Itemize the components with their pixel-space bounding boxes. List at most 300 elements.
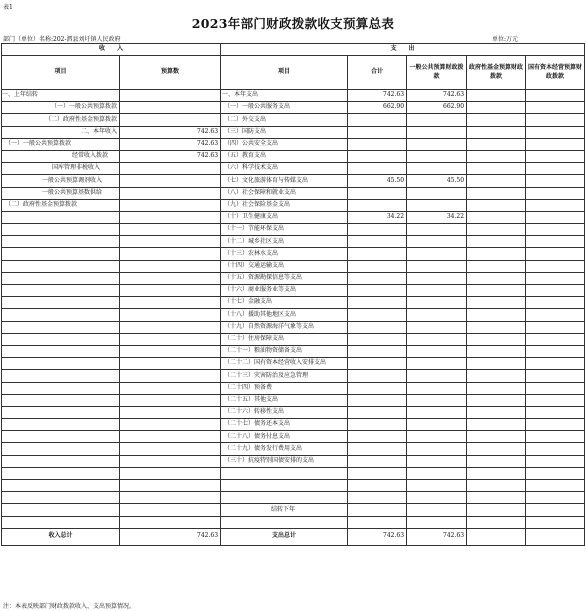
table-row: [2, 504, 585, 516]
gov-fund-cell: [467, 211, 526, 223]
gov-fund-cell: [467, 199, 526, 211]
general-budget-cell: [407, 321, 467, 333]
expense-total-cell: [348, 272, 407, 284]
income-item-cell: [2, 467, 120, 479]
table-row: [2, 467, 585, 479]
state-capital-cell: [526, 224, 585, 236]
expense-item-cell: （十六）商业服务业等支出: [221, 285, 348, 297]
income-item-cell: 国库管理非税收入: [2, 163, 120, 175]
table-row: [2, 297, 585, 309]
expense-total-cell: [348, 480, 407, 492]
income-item-cell: [2, 419, 120, 431]
general-budget-cell: [407, 406, 467, 418]
expense-item-cell: （二十）住房保障支出: [221, 333, 348, 345]
expense-total-cell: 45.50: [348, 175, 407, 187]
table-row: [2, 309, 585, 321]
state-capital-cell: [526, 211, 585, 223]
expense-total-cell: [348, 455, 407, 467]
general-budget-total: 742.63: [407, 528, 467, 545]
gov-fund-cell: [467, 382, 526, 394]
gov-fund-cell: [467, 260, 526, 272]
gov-fund-cell: [467, 443, 526, 455]
state-capital-cell: [526, 163, 585, 175]
state-capital-cell: [526, 467, 585, 479]
income-item-cell: [2, 345, 120, 357]
expense-item-cell: （二十九）债务发行费用支出: [221, 443, 348, 455]
expense-item-cell: [221, 480, 348, 492]
income-budget-cell: [120, 443, 221, 455]
table-row: [2, 492, 585, 504]
income-item-cell: [2, 224, 120, 236]
expense-total-cell: [348, 492, 407, 504]
income-budget-cell: [120, 455, 221, 467]
expense-item-cell: （二十六）转移性支出: [221, 406, 348, 418]
general-budget-cell: [407, 358, 467, 370]
state-capital-cell: [526, 138, 585, 150]
income-budget-cell: [120, 199, 221, 211]
income-budget-cell: [120, 431, 221, 443]
state-capital-cell: [526, 406, 585, 418]
general-budget-cell: [407, 224, 467, 236]
gov-fund-cell: [467, 297, 526, 309]
gov-fund-cell: [467, 126, 526, 138]
gov-fund-cell: [467, 138, 526, 150]
expense-item-cell: （十）卫生健康支出: [221, 211, 348, 223]
general-budget-cell: [407, 419, 467, 431]
income-budget-cell: [120, 260, 221, 272]
gov-fund-cell: [467, 358, 526, 370]
income-item-cell: 经常收入拨款: [2, 150, 120, 162]
income-item-cell: 一般公共预算调剂收入: [2, 175, 120, 187]
gov-fund-cell: [467, 150, 526, 162]
table-row: [2, 114, 585, 126]
expense-item-cell: （二十八）债务付息支出: [221, 431, 348, 443]
expense-total-cell: [348, 187, 407, 199]
expense-total-cell: [348, 358, 407, 370]
expense-total-cell: [348, 394, 407, 406]
income-item-cell: [2, 370, 120, 382]
expense-total-cell: [348, 199, 407, 211]
gov-fund-cell: [467, 236, 526, 248]
expense-item-cell: （十一）节能环保支出: [221, 224, 348, 236]
state-capital-total: [526, 528, 585, 545]
table-row: [2, 272, 585, 284]
table-row: [2, 175, 585, 187]
table-row: [2, 260, 585, 272]
expense-item-cell: （三）国防支出: [221, 126, 348, 138]
state-capital-cell: [526, 492, 585, 504]
income-item-cell: [2, 321, 120, 333]
general-budget-cell: 662.90: [407, 102, 467, 114]
general-budget-cell: [407, 138, 467, 150]
table-row: [2, 358, 585, 370]
state-capital-cell: [526, 480, 585, 492]
table-row: [2, 126, 585, 138]
income-budget-cell: [120, 382, 221, 394]
general-budget-cell: [407, 297, 467, 309]
state-capital-cell: [526, 370, 585, 382]
income-budget-cell: [120, 467, 221, 479]
income-item-cell: [2, 394, 120, 406]
income-item-cell: [2, 285, 120, 297]
gov-fund-cell: [467, 175, 526, 187]
expense-item-cell: （九）社会保险基金支出: [221, 199, 348, 211]
income-item-cell: [2, 236, 120, 248]
state-capital-cell: [526, 272, 585, 284]
expense-total-cell: [348, 297, 407, 309]
state-capital-cell: [526, 187, 585, 199]
income-item-cell: [2, 516, 120, 528]
general-budget-cell: [407, 431, 467, 443]
income-budget-cell: [120, 175, 221, 187]
general-budget-cell: 34.22: [407, 211, 467, 223]
col-header-state-capital: 国有资本经营预算财政拨款: [526, 56, 585, 90]
expense-total-cell: [348, 260, 407, 272]
table-row: [2, 382, 585, 394]
gov-fund-cell: [467, 455, 526, 467]
state-capital-cell: [526, 114, 585, 126]
expense-item-cell: （十七）金融支出: [221, 297, 348, 309]
gov-fund-cell: [467, 516, 526, 528]
income-budget-cell: [120, 236, 221, 248]
income-item-cell: [2, 455, 120, 467]
table-row: [2, 199, 585, 211]
col-header-income-item: 项目: [2, 56, 120, 90]
expense-total-cell: [348, 285, 407, 297]
expense-item-cell: （二十五）其他支出: [221, 394, 348, 406]
expense-item-cell: [221, 492, 348, 504]
gov-fund-cell: [467, 90, 526, 102]
expense-total-cell: 742.63: [348, 90, 407, 102]
gov-fund-cell: [467, 285, 526, 297]
income-item-cell: （一）一般公共预算拨款: [2, 102, 120, 114]
general-budget-cell: [407, 150, 467, 162]
table-row: [2, 443, 585, 455]
gov-fund-cell: [467, 419, 526, 431]
expense-total-cell: [348, 406, 407, 418]
state-capital-cell: [526, 297, 585, 309]
expense-total-cell: [348, 504, 407, 516]
income-item-cell: [2, 260, 120, 272]
income-budget-cell: [120, 406, 221, 418]
income-item-cell: [2, 406, 120, 418]
general-budget-cell: [407, 443, 467, 455]
gov-fund-cell: [467, 333, 526, 345]
expense-item-cell: [221, 467, 348, 479]
income-budget-cell: [120, 90, 221, 102]
income-budget-cell: [120, 248, 221, 260]
income-section-header: 收 入: [2, 44, 221, 56]
table-row: [2, 211, 585, 223]
table-row: [2, 406, 585, 418]
expense-item-cell: （十三）农林水支出: [221, 248, 348, 260]
income-item-cell: [2, 480, 120, 492]
gov-fund-cell: [467, 480, 526, 492]
income-item-cell: [2, 309, 120, 321]
general-budget-cell: [407, 248, 467, 260]
general-budget-cell: [407, 163, 467, 175]
expense-item-cell: （十四）交通运输支出: [221, 260, 348, 272]
income-item-cell: （一）一般公共预算拨款: [2, 138, 120, 150]
expense-item-cell: （十五）资源勘探信息等支出: [221, 272, 348, 284]
general-budget-cell: [407, 370, 467, 382]
gov-fund-cell: [467, 504, 526, 516]
table-row: [2, 516, 585, 528]
state-capital-cell: [526, 321, 585, 333]
gov-fund-cell: [467, 321, 526, 333]
state-capital-cell: [526, 358, 585, 370]
expense-item-cell: （二十三）灾害防治及应急管理: [221, 370, 348, 382]
footnote: 注：本表反映部门财政拨款收入、支出预算情况。: [3, 603, 136, 610]
general-budget-cell: [407, 382, 467, 394]
expense-total-cell: [348, 370, 407, 382]
expense-total-cell: [348, 467, 407, 479]
state-capital-cell: [526, 90, 585, 102]
table-row: [2, 419, 585, 431]
gov-fund-cell: [467, 492, 526, 504]
expense-total-cell: 662.90: [348, 102, 407, 114]
table-row: [2, 236, 585, 248]
totals-row: [2, 528, 585, 545]
expense-section-header: 支 出: [221, 44, 585, 56]
general-budget-cell: [407, 455, 467, 467]
state-capital-cell: [526, 102, 585, 114]
income-budget-cell: [120, 211, 221, 223]
table-number: 表1: [3, 4, 13, 11]
table-row: [2, 163, 585, 175]
col-header-total: 合计: [348, 56, 407, 90]
table-row: [2, 248, 585, 260]
income-budget-cell: [120, 480, 221, 492]
table-row: [2, 102, 585, 114]
income-budget-cell: [120, 321, 221, 333]
income-item-cell: 一般公共预算基数供给: [2, 187, 120, 199]
income-budget-cell: [120, 163, 221, 175]
income-budget-cell: [120, 297, 221, 309]
general-budget-cell: [407, 236, 467, 248]
general-budget-cell: [407, 492, 467, 504]
table-row: [2, 224, 585, 236]
gov-fund-cell: [467, 406, 526, 418]
income-item-cell: 二、本年收入: [2, 126, 120, 138]
income-item-cell: [2, 358, 120, 370]
income-item-cell: [2, 431, 120, 443]
general-budget-cell: [407, 467, 467, 479]
general-budget-cell: [407, 272, 467, 284]
income-item-cell: [2, 382, 120, 394]
expense-item-cell: （二十二）国有资本经营收入安排支出: [221, 358, 348, 370]
table-row: [2, 455, 585, 467]
expense-total-cell: [348, 138, 407, 150]
unit-label: 单位:万元: [492, 36, 519, 43]
income-budget-cell: [120, 358, 221, 370]
table-row: [2, 187, 585, 199]
expense-total-cell: [348, 248, 407, 260]
table-row: [2, 480, 585, 492]
gov-fund-cell: [467, 114, 526, 126]
income-item-cell: [2, 211, 120, 223]
expense-total-cell: [348, 321, 407, 333]
income-budget-cell: [120, 394, 221, 406]
expense-item-cell: （三十）抗疫特别国债安排的支出: [221, 455, 348, 467]
table-row: [2, 150, 585, 162]
income-item-cell: [2, 443, 120, 455]
gov-fund-total: [467, 528, 526, 545]
income-budget-cell: [120, 187, 221, 199]
expense-total-cell: [348, 163, 407, 175]
state-capital-cell: [526, 443, 585, 455]
income-budget-cell: [120, 516, 221, 528]
general-budget-cell: [407, 480, 467, 492]
income-item-cell: [2, 248, 120, 260]
income-item-cell: [2, 272, 120, 284]
table-row: [2, 345, 585, 357]
income-total-label: 收入总计: [2, 528, 120, 545]
state-capital-cell: [526, 175, 585, 187]
expense-total-cell: [348, 431, 407, 443]
general-budget-cell: [407, 345, 467, 357]
expense-item-cell: （一）一般公共服务支出: [221, 102, 348, 114]
expense-total-cell: [348, 419, 407, 431]
income-budget-cell: 742.63: [120, 150, 221, 162]
income-item-cell: [2, 297, 120, 309]
expense-total-label: 支出总计: [221, 528, 348, 545]
table-row: [2, 285, 585, 297]
table-row: [2, 370, 585, 382]
state-capital-cell: [526, 455, 585, 467]
income-item-cell: [2, 504, 120, 516]
general-budget-cell: 45.50: [407, 175, 467, 187]
state-capital-cell: [526, 516, 585, 528]
state-capital-cell: [526, 260, 585, 272]
general-budget-cell: [407, 199, 467, 211]
expense-total-cell: [348, 126, 407, 138]
expense-total-cell: [348, 443, 407, 455]
state-capital-cell: [526, 382, 585, 394]
col-header-gov-fund: 政府性基金预算财政拨款: [467, 56, 526, 90]
general-budget-cell: [407, 285, 467, 297]
expense-total-cell: 34.22: [348, 211, 407, 223]
expense-item-cell: （二十七）债务还本支出: [221, 419, 348, 431]
income-item-cell: 一、上年结转: [2, 90, 120, 102]
gov-fund-cell: [467, 467, 526, 479]
income-budget-cell: [120, 492, 221, 504]
income-budget-cell: [120, 272, 221, 284]
gov-fund-cell: [467, 431, 526, 443]
expense-item-cell: （四）公共安全支出: [221, 138, 348, 150]
col-header-general-budget: 一般公共预算财政拨款: [407, 56, 467, 90]
expense-item-cell: （二十一）粮油物资储备支出: [221, 345, 348, 357]
general-budget-cell: 742.63: [407, 90, 467, 102]
state-capital-cell: [526, 333, 585, 345]
income-item-cell: （二）政府性基金预算拨款: [2, 199, 120, 211]
state-capital-cell: [526, 431, 585, 443]
income-item-cell: （二）政府性基金预算拨款: [2, 114, 120, 126]
expense-total-cell: [348, 345, 407, 357]
state-capital-cell: [526, 394, 585, 406]
gov-fund-cell: [467, 163, 526, 175]
budget-summary-table: [1, 43, 585, 546]
general-budget-cell: [407, 114, 467, 126]
income-budget-cell: [120, 102, 221, 114]
state-capital-cell: [526, 309, 585, 321]
gov-fund-cell: [467, 345, 526, 357]
table-row: [2, 431, 585, 443]
general-budget-cell: [407, 504, 467, 516]
expense-total-cell: [348, 309, 407, 321]
gov-fund-cell: [467, 224, 526, 236]
expense-total-cell: [348, 224, 407, 236]
income-budget-cell: [120, 504, 221, 516]
income-budget-cell: [120, 114, 221, 126]
gov-fund-cell: [467, 248, 526, 260]
general-budget-cell: [407, 333, 467, 345]
general-budget-cell: [407, 394, 467, 406]
expense-item-cell: （八）社会保障和就业支出: [221, 187, 348, 199]
state-capital-cell: [526, 248, 585, 260]
income-budget-cell: [120, 345, 221, 357]
expense-total-cell: [348, 333, 407, 345]
table-row: [2, 90, 585, 102]
general-budget-cell: [407, 260, 467, 272]
expense-item-cell: （十二）城乡社区支出: [221, 236, 348, 248]
gov-fund-cell: [467, 309, 526, 321]
expense-item-cell: （二）外交支出: [221, 114, 348, 126]
income-budget-cell: [120, 419, 221, 431]
expense-total-cell: [348, 516, 407, 528]
gov-fund-cell: [467, 272, 526, 284]
expense-item-cell: 结转下年: [221, 504, 348, 516]
gov-fund-cell: [467, 187, 526, 199]
page-title: 2023年部门财政拨款收支预算总表: [191, 16, 395, 31]
state-capital-cell: [526, 236, 585, 248]
expense-item-cell: （二十四）预备费: [221, 382, 348, 394]
expense-total-cell: [348, 236, 407, 248]
state-capital-cell: [526, 150, 585, 162]
general-budget-cell: [407, 187, 467, 199]
state-capital-cell: [526, 126, 585, 138]
department-label: 部门（单位）名称:202-泗县刘圩镇人民政府: [3, 36, 121, 43]
expense-total-value: 742.63: [348, 528, 407, 545]
table-row: [2, 333, 585, 345]
general-budget-cell: [407, 516, 467, 528]
table-row: [2, 321, 585, 333]
income-budget-cell: [120, 370, 221, 382]
income-item-cell: [2, 333, 120, 345]
col-header-income-budget: 预算数: [120, 56, 221, 90]
state-capital-cell: [526, 419, 585, 431]
gov-fund-cell: [467, 102, 526, 114]
income-budget-cell: 742.63: [120, 138, 221, 150]
expense-item-cell: （十八）援助其他地区支出: [221, 309, 348, 321]
state-capital-cell: [526, 504, 585, 516]
income-budget-cell: [120, 333, 221, 345]
column-header-row: [2, 56, 585, 90]
expense-total-cell: [348, 150, 407, 162]
expense-item-cell: （十九）自然资源海洋气象等支出: [221, 321, 348, 333]
expense-item-cell: （五）教育支出: [221, 150, 348, 162]
income-total-value: 742.63: [120, 528, 221, 545]
income-budget-cell: 742.63: [120, 126, 221, 138]
state-capital-cell: [526, 345, 585, 357]
gov-fund-cell: [467, 370, 526, 382]
table-row: [2, 394, 585, 406]
income-budget-cell: [120, 224, 221, 236]
income-item-cell: [2, 492, 120, 504]
income-budget-cell: [120, 309, 221, 321]
table-row: [2, 138, 585, 150]
state-capital-cell: [526, 285, 585, 297]
